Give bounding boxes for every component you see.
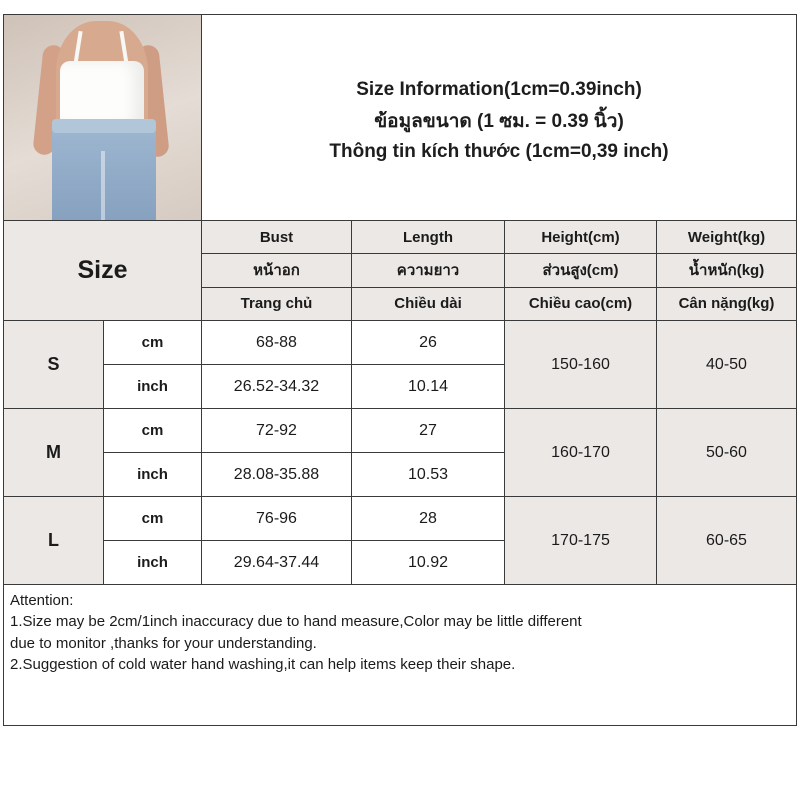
row-height-value: 160-170 xyxy=(505,409,657,496)
unit-inch: inch xyxy=(137,466,168,483)
unit-cm: cm xyxy=(104,409,201,453)
header-bust-th: หน้าอก xyxy=(202,254,352,286)
photo-jeans xyxy=(52,123,156,220)
row-height-value: 170-175 xyxy=(505,497,657,584)
row-bust-values xyxy=(202,321,352,408)
column-header-row xyxy=(4,221,796,321)
attention-note-2: 2.Suggestion of cold water hand washing,it can help items keep their shape. xyxy=(10,655,516,673)
row-size-label: S xyxy=(4,321,104,408)
header-weight-th: น้ำหนัก(kg) xyxy=(688,262,765,280)
column-header-languages xyxy=(202,221,796,320)
chart-title-block xyxy=(202,15,796,220)
length-inch-value: 10.92 xyxy=(352,541,504,584)
row-weight-value: 40-50 xyxy=(657,321,796,408)
bust-inch-value: 29.64-37.44 xyxy=(202,541,351,584)
bust-inch-value: 26.52-34.32 xyxy=(202,365,351,408)
attention-heading: Attention: xyxy=(10,592,74,609)
header-length-en: Length xyxy=(352,221,505,253)
bust-cm-value: 72-92 xyxy=(202,409,351,453)
title-line-th: ข้อมูลขนาด (1 ซม. = 0.39 นิ้ว) xyxy=(374,110,624,132)
header-bust-vi: Trang chủ xyxy=(202,288,352,320)
title-line-vi: Thông tin kích thước (1cm=0,39 inch) xyxy=(329,140,669,162)
length-inch-value: 10.14 xyxy=(352,365,504,408)
header-height-vi: Chiều cao(cm) xyxy=(505,288,657,320)
row-weight-value: 60-65 xyxy=(657,497,796,584)
header-bust-en: Bust xyxy=(202,221,352,253)
header-height-en: Height(cm) xyxy=(505,221,657,253)
header-length-vi: Chiều dài xyxy=(352,288,505,320)
header-weight-en: Weight(kg) xyxy=(687,228,766,246)
size-chart-table xyxy=(3,14,797,726)
row-size-label: M xyxy=(4,409,104,496)
header-length-th: ความยาว xyxy=(352,254,505,286)
column-header-line-vi xyxy=(202,288,796,320)
unit-cm: cm xyxy=(104,497,201,541)
title-line-en: Size Information(1cm=0.39inch) xyxy=(356,78,642,100)
bust-cm-value: 68-88 xyxy=(202,321,351,365)
row-height-value: 150-160 xyxy=(505,321,657,408)
photo-crop-top xyxy=(60,61,144,127)
header-height-th: ส่วนสูง(cm) xyxy=(505,254,657,286)
unit-inch: inch xyxy=(137,554,168,571)
attention-block xyxy=(4,585,796,725)
table-row xyxy=(4,321,796,409)
row-size-label: L xyxy=(4,497,104,584)
row-unit-column xyxy=(104,321,202,408)
bust-inch-value: 28.08-35.88 xyxy=(202,453,351,496)
row-unit-column xyxy=(104,497,202,584)
row-bust-values xyxy=(202,497,352,584)
unit-cm: cm xyxy=(104,321,201,365)
column-header-line-en xyxy=(202,221,796,254)
row-weight-value: 50-60 xyxy=(657,409,796,496)
header-weight-vi: Cân nặng(kg) xyxy=(678,295,775,313)
bust-cm-value: 76-96 xyxy=(202,497,351,541)
attention-note-1-part-1: 1.Size may be 2cm/1inch inaccuracy due to hand measure,Color may be little different xyxy=(10,613,582,631)
row-length-values xyxy=(352,409,505,496)
row-length-values xyxy=(352,321,505,408)
product-photo xyxy=(4,15,202,220)
row-bust-values xyxy=(202,409,352,496)
length-cm-value: 28 xyxy=(352,497,504,541)
table-row xyxy=(4,409,796,497)
unit-inch: inch xyxy=(137,378,168,395)
chart-header-row xyxy=(4,15,796,221)
attention-note-1-part-2: due to monitor ,thanks for your understanding. xyxy=(10,634,317,652)
table-row xyxy=(4,497,796,585)
row-unit-column xyxy=(104,409,202,496)
photo-background xyxy=(4,15,201,220)
size-column-label: Size xyxy=(4,221,202,320)
photo-jeans-waistband xyxy=(52,119,156,133)
row-length-values xyxy=(352,497,505,584)
column-header-line-th xyxy=(202,254,796,287)
length-cm-value: 27 xyxy=(352,409,504,453)
length-cm-value: 26 xyxy=(352,321,504,365)
length-inch-value: 10.53 xyxy=(352,453,504,496)
